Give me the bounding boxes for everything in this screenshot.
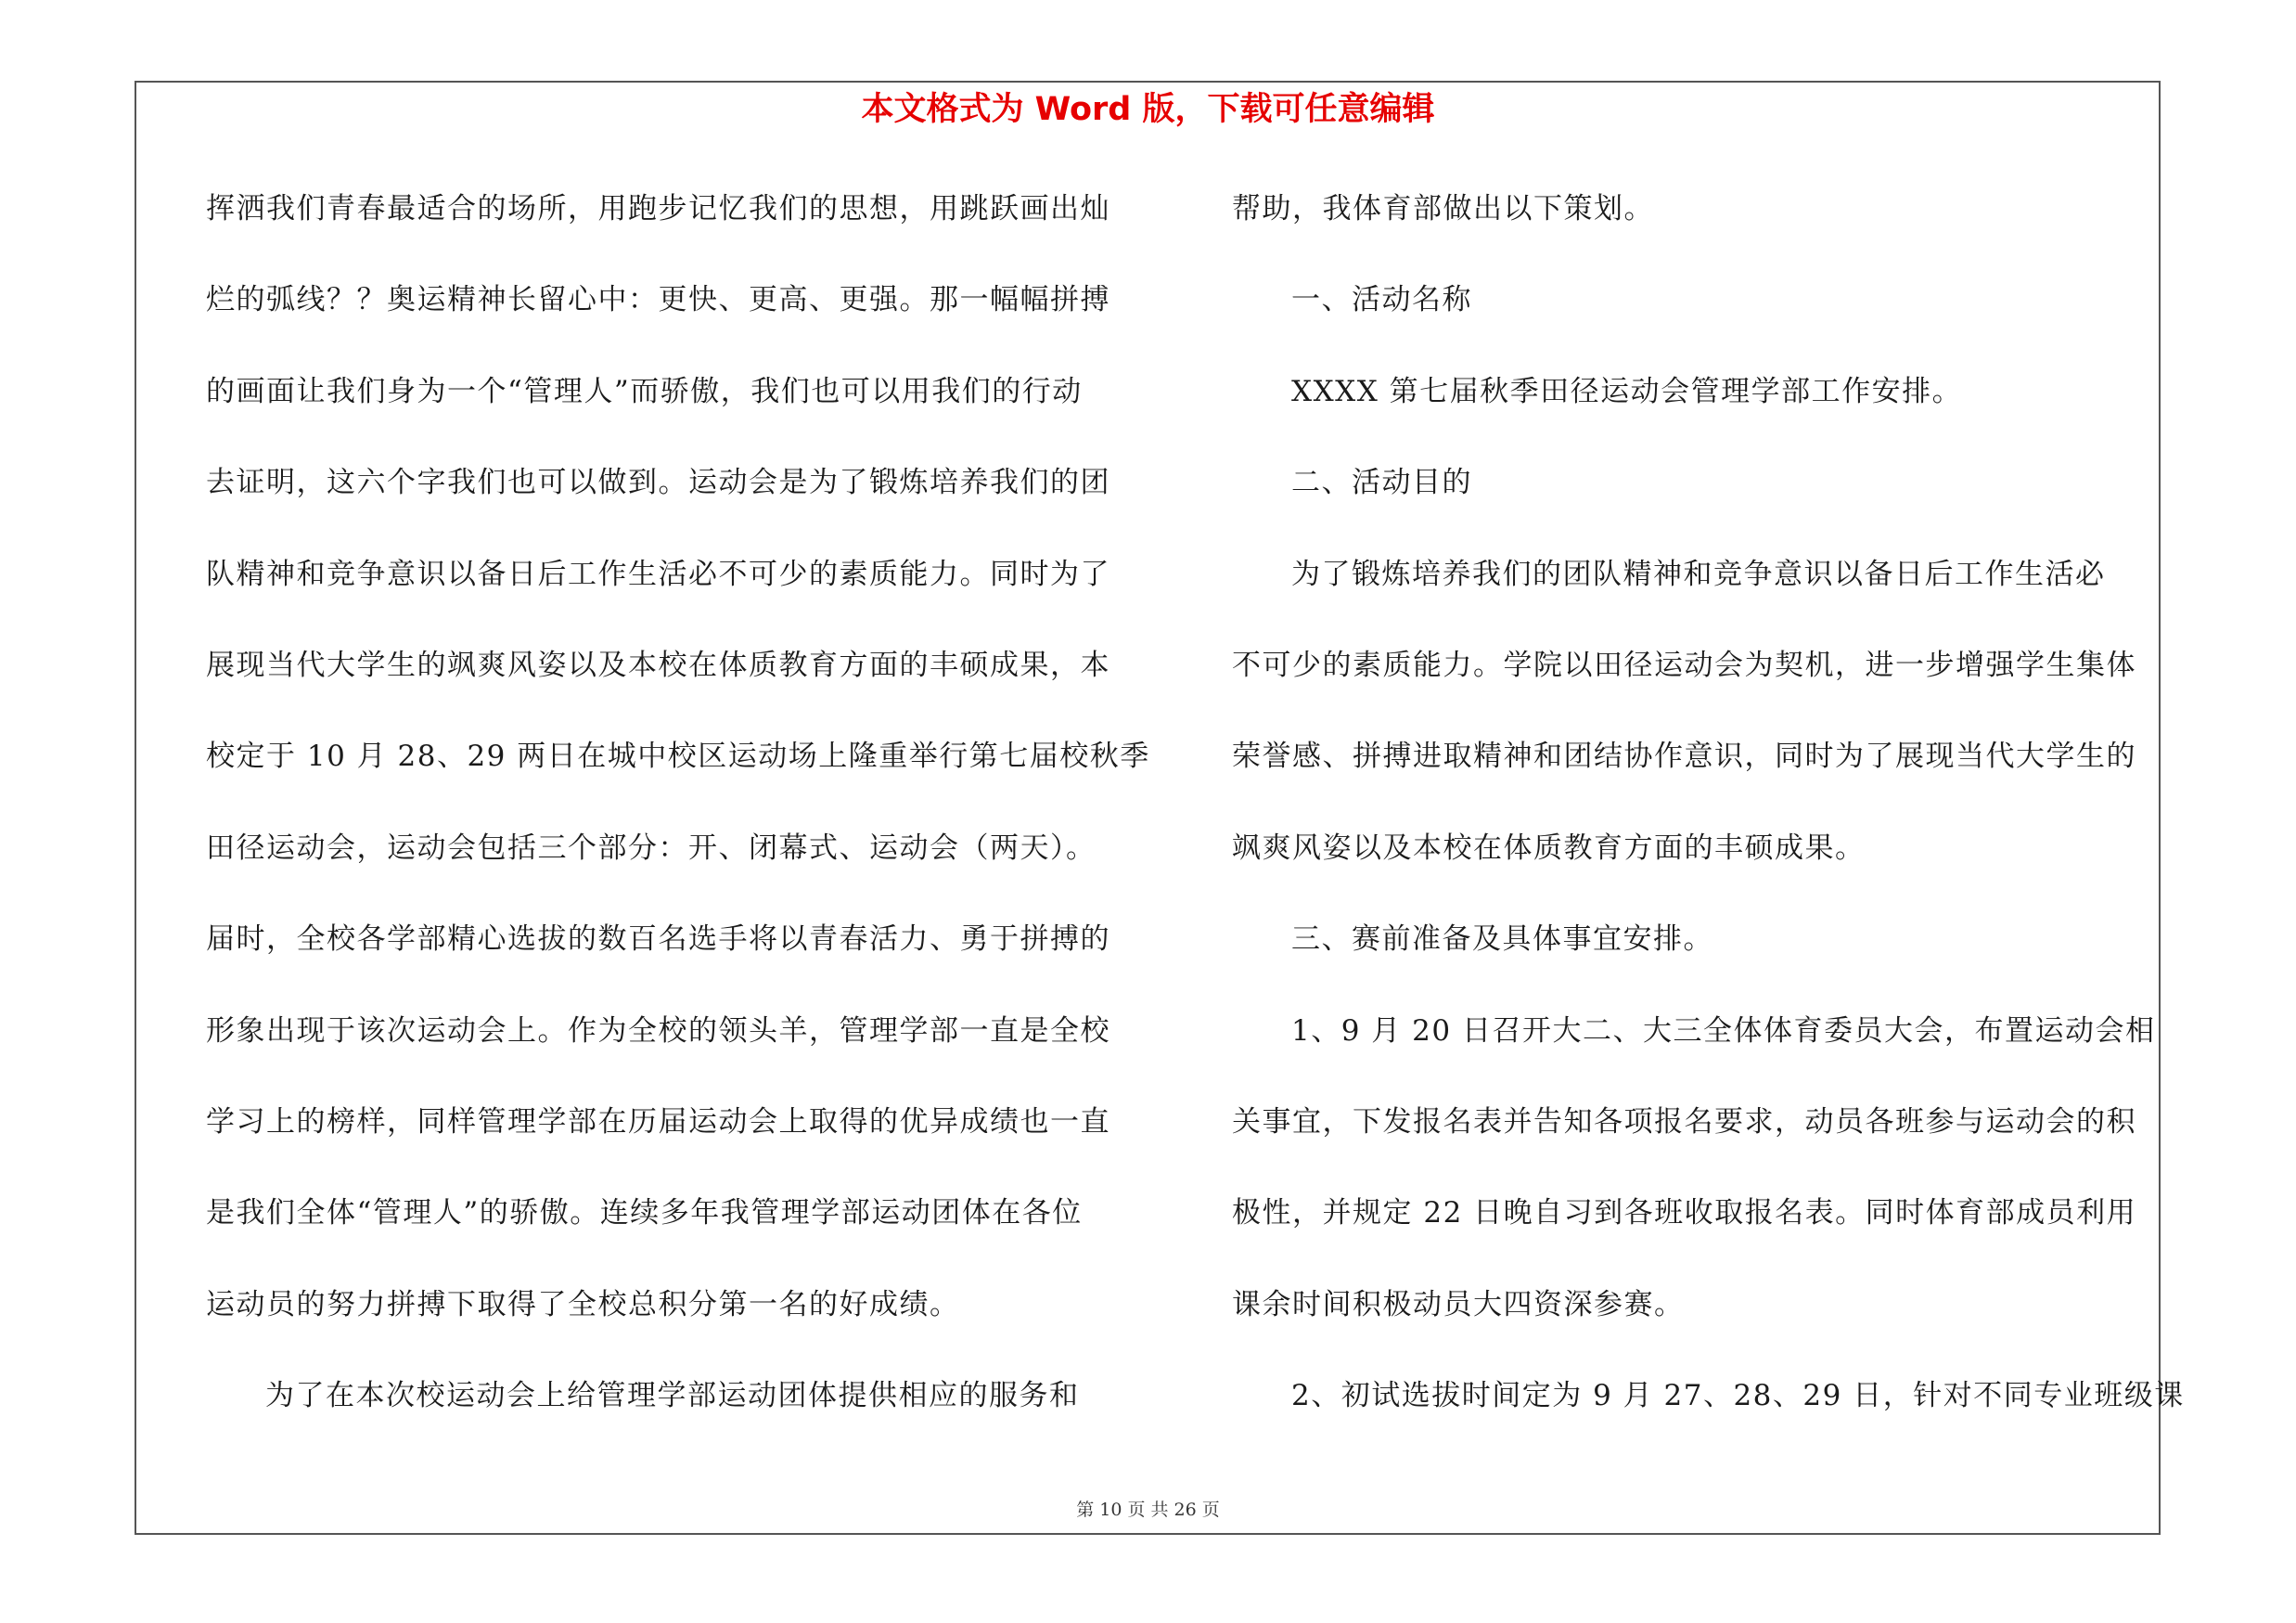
text-line: 学习上的榜样，同样管理学部在历届运动会上取得的优异成绩也一直 bbox=[206, 1104, 1110, 1139]
text-line: 帮助，我体育部做出以下策划。 bbox=[1232, 192, 1654, 225]
text-line: 田径运动会，运动会包括三个部分：开、闭幕式、运动会（两天）。 bbox=[206, 831, 1097, 865]
page-footer: 第 10 页 共 26 页 bbox=[1076, 1500, 1220, 1520]
text-line: 运动员的努力拼搏下取得了全校总积分第一名的好成绩。 bbox=[206, 1287, 960, 1321]
text-line: 不可少的素质能力。学院以田径运动会为契机，进一步增强学生集体 bbox=[1232, 648, 2136, 682]
text-line: 荣誉感、拼搏进取精神和团结协作意识，同时为了展现当代大学生的 bbox=[1232, 740, 2136, 774]
text-line: 飒爽风姿以及本校在体质教育方面的丰硕成果。 bbox=[1232, 831, 1866, 865]
text-line: 2、初试选拔时间定为 9 月 27、28、29 日，针对不同专业班级课 bbox=[1291, 1379, 2185, 1413]
text-line: 为了锻炼培养我们的团队精神和竞争意识以备日后工作生活必 bbox=[1291, 557, 2106, 591]
text-line: 三、赛前准备及具体事宜安排。 bbox=[1291, 922, 1713, 957]
format-banner: 本文格式为 Word 版，下载可任意编辑 bbox=[861, 91, 1435, 128]
text-line: 课余时间积极动员大四资深参赛。 bbox=[1232, 1287, 1685, 1321]
text-line: 一、活动名称 bbox=[1291, 283, 1472, 317]
text-line: 是我们全体“管理人”的骄傲。连续多年我管理学部运动团体在各位 bbox=[206, 1196, 1083, 1230]
text-line: 挥洒我们青春最适合的场所，用跑步记忆我们的思想，用跳跃画出灿 bbox=[206, 192, 1110, 225]
text-line: 队精神和竞争意识以备日后工作生活必不可少的素质能力。同时为了 bbox=[206, 557, 1110, 591]
text-line: 烂的弧线？？奥运精神长留心中：更快、更高、更强。那一幅幅拼搏 bbox=[206, 283, 1110, 317]
text-line: 极性，并规定 22 日晚自习到各班收取报名表。同时体育部成员利用 bbox=[1232, 1196, 2137, 1230]
text-line: 的画面让我们身为一个“管理人”而骄傲，我们也可以用我们的行动 bbox=[206, 374, 1083, 408]
text-line: 形象出现于该次运动会上。作为全校的领头羊，管理学部一直是全校 bbox=[206, 1013, 1110, 1048]
text-line: 展现当代大学生的飒爽风姿以及本校在体质教育方面的丰硕成果，本 bbox=[206, 648, 1110, 682]
text-line: 关事宜，下发报名表并告知各项报名要求，动员各班参与运动会的积 bbox=[1232, 1104, 2136, 1139]
text-line: 二、活动目的 bbox=[1291, 466, 1472, 500]
text-line: 届时，全校各学部精心选拔的数百名选手将以青春活力、勇于拼搏的 bbox=[206, 922, 1110, 957]
text-line: 1、9 月 20 日召开大二、大三全体体育委员大会，布置运动会相 bbox=[1291, 1013, 2156, 1048]
text-line: 为了在本次校运动会上给管理学部运动团体提供相应的服务和 bbox=[265, 1379, 1080, 1413]
left-column bbox=[206, 187, 1150, 1464]
right-column bbox=[1232, 187, 2185, 1464]
text-line: 去证明，这六个字我们也可以做到。运动会是为了锻炼培养我们的团 bbox=[206, 466, 1110, 500]
text-line: XXXX 第七届秋季田径运动会管理学部工作安排。 bbox=[1291, 374, 1963, 408]
text-line: 校定于 10 月 28、29 两日在城中校区运动场上隆重举行第七届校秋季 bbox=[206, 740, 1150, 774]
